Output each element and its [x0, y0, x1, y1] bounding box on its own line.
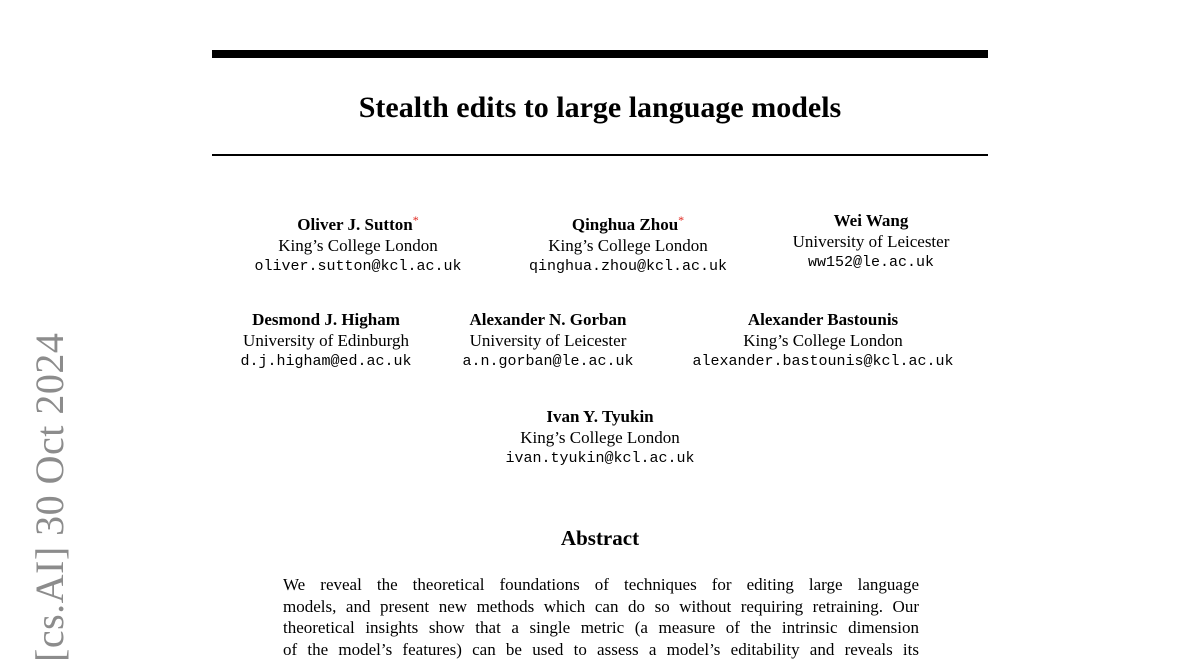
author-affiliation: King’s College London	[520, 428, 680, 447]
author-email[interactable]: alexander.bastounis@kcl.ac.uk	[692, 353, 954, 370]
author-affiliation: University of Leicester	[792, 232, 950, 251]
abstract-line: We reveal the theoretical foundations of techniques for editing large language	[283, 575, 919, 594]
author-affiliation: University of Edinburgh	[243, 331, 409, 350]
abstract-line: of the model’s features) can be used to assess a model’s editability and reveals its	[283, 639, 919, 659]
author-affiliation: King’s College London	[743, 331, 903, 350]
author-email[interactable]: d.j.higham@ed.ac.uk	[240, 353, 412, 370]
abstract-heading: Abstract	[560, 526, 640, 550]
author-block	[240, 210, 476, 277]
arxiv-stamp-text: [cs.AI] 30 Oct 2024	[27, 332, 72, 662]
author-name: Desmond J. Higham	[252, 310, 400, 329]
author-affiliation: University of Leicester	[469, 331, 627, 350]
title-top-rule	[212, 50, 988, 58]
author-email[interactable]: ivan.tyukin@kcl.ac.uk	[505, 450, 695, 467]
author-email[interactable]: qinghua.zhou@kcl.ac.uk	[528, 258, 728, 275]
abstract-line: theoretical insights show that a single metric (a measure of the intrinsic dimension	[283, 618, 919, 637]
author-name: Alexander Bastounis	[747, 310, 899, 329]
title-bottom-rule	[212, 154, 988, 156]
abstract-line: models, and present new methods which can do so without requiring retraining. Our	[283, 596, 919, 616]
author-name: Wei Wang	[833, 211, 909, 230]
author-affiliation: King’s College London	[278, 236, 438, 255]
author-email[interactable]: ww152@le.ac.uk	[807, 254, 935, 271]
author-name: Alexander N. Gorban	[469, 310, 627, 329]
author-name: Qinghua Zhou*	[571, 213, 685, 234]
author-block	[672, 309, 974, 372]
author-name: Ivan Y. Tyukin	[546, 407, 654, 426]
author-block	[508, 210, 748, 277]
arxiv-stamp	[26, 322, 74, 662]
paper-title: Stealth edits to large language models	[358, 91, 842, 124]
author-affiliation: King’s College London	[548, 236, 708, 255]
author-email[interactable]: oliver.sutton@kcl.ac.uk	[254, 258, 462, 275]
author-block	[226, 309, 426, 372]
author-block	[778, 210, 964, 273]
equal-contribution-mark: *	[412, 213, 419, 227]
author-block	[448, 309, 648, 372]
author-email[interactable]: a.n.gorban@le.ac.uk	[462, 353, 634, 370]
equal-contribution-mark: *	[678, 213, 685, 227]
abstract-body	[283, 574, 919, 660]
author-name: Oliver J. Sutton*	[297, 213, 419, 234]
author-block	[480, 406, 720, 469]
